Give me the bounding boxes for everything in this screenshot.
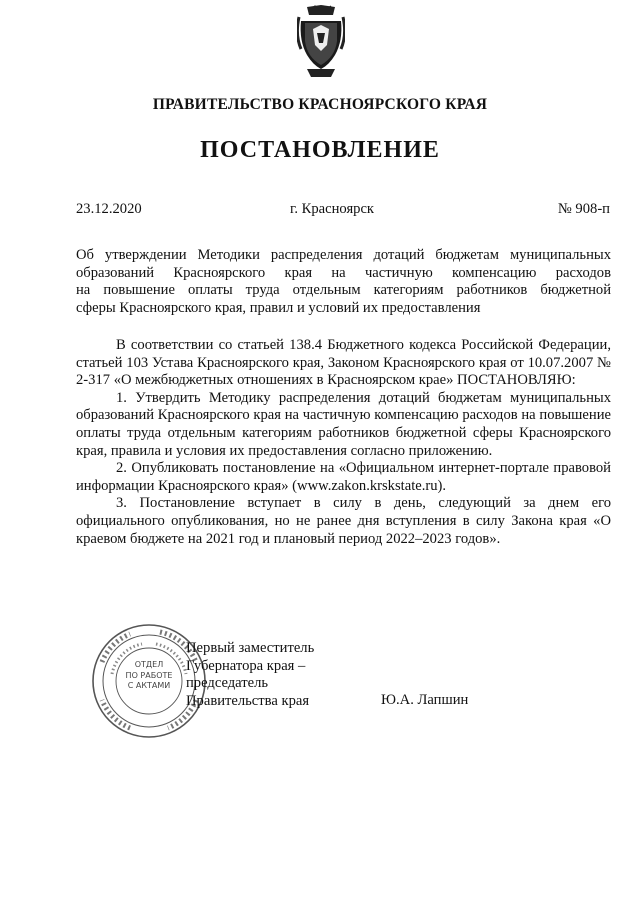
stamp-line: С АКТАМИ [127, 681, 171, 690]
signatory-name: Ю.А. Лапшин [381, 692, 469, 708]
document-body [76, 337, 611, 548]
signatory-position [186, 640, 386, 710]
document-number: № 908-п [557, 201, 610, 217]
coat-of-arms-emblem [297, 5, 345, 79]
stamp-line: ПО РАБОТЕ [125, 670, 173, 680]
document-city: г. Красноярск [290, 201, 375, 217]
signatory-position-line: председатель [186, 675, 269, 691]
stamp-line: ОТДЕЛ [134, 660, 164, 669]
subject-line: образований Красноярского края на частичную компенсацию расходов [76, 264, 611, 281]
document-type-title: ПОСТАНОВЛЕНИЕ [200, 137, 440, 163]
item-1-paragraph: 1. Утвердить Методику распределения дотаций бюджетам муниципальных образований Красноярского края на частичную компенсацию расходов на повышение оплаты труда отдельным категориям работников бюджетной сферы Красноярского края, правила и условия их предоставления согласно приложению. [76, 389, 611, 459]
organization-title: ПРАВИТЕЛЬСТВО КРАСНОЯРСКОГО КРАЯ [152, 96, 488, 113]
signatory-position-line: Губернатора края – [186, 657, 306, 674]
document-date: 23.12.2020 [76, 201, 142, 217]
item-3-paragraph: 3. Постановление вступает в силу в день, следующий за днем его официального опубликования, но не ранее дня вступления в силу Закона края «О краевом бюджете на 2021 год и плановый период 2022–2023 годов». [76, 495, 611, 547]
subject-line: Об утверждении Методики распределения дотаций бюджетам муниципальных [76, 247, 611, 263]
stamp-center-text [118, 660, 180, 692]
signatory-position-line: Правительства края [186, 692, 310, 709]
subject-line: сферы Красноярского края, правил и условий их предоставления [76, 299, 481, 316]
subject-line: на повышение оплаты труда отдельным категориям работников бюджетной [76, 282, 611, 298]
document-subject [76, 247, 611, 317]
signatory-position-line: Первый заместитель [186, 640, 315, 656]
preamble-paragraph: В соответствии со статьей 138.4 Бюджетного кодекса Российской Федерации, статьей 103 Устава Красноярского края, Законом Красноярского края от 10.07.2007 № 2-317 «О межбюджетных отношениях в Красноярском крае» ПОСТАНОВЛЯЮ: [76, 337, 611, 389]
document-meta [72, 201, 610, 219]
item-2-paragraph: 2. Опубликовать постановление на «Официальном интернет-портале правовой информации Красноярского края» (www.zakon.krskstate.ru). [76, 460, 611, 494]
